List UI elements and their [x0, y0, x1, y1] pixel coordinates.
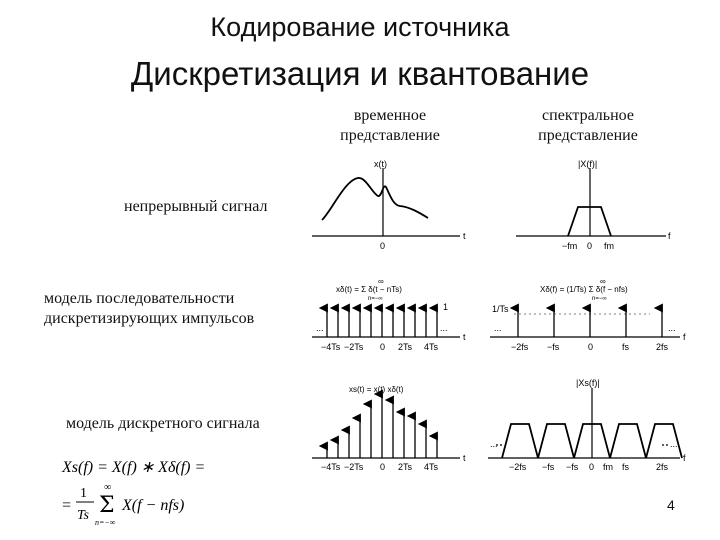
p6-ylabel: |Xs(f)| [576, 378, 600, 388]
p3-unit-label: 1 [443, 302, 449, 312]
p5-tick-2: 0 [380, 462, 386, 472]
p3-equation: xδ(t) = Σ δ(t − nTs) [336, 285, 402, 294]
p5-tick-4: 4Ts [424, 462, 439, 472]
formula-frac-den: Ts [77, 508, 89, 523]
p4-tick-3: fs [622, 342, 630, 352]
p2-xlabel: f [668, 231, 671, 241]
page-number: 4 [667, 497, 675, 513]
p3-xlabel: t [463, 332, 466, 342]
p6-tick-1: −fs [542, 462, 555, 472]
p6-tick-4: fm [603, 462, 613, 472]
p2-ylabel: |X(f)| [578, 159, 598, 169]
slide-title: Дискретизация и квантование [130, 55, 590, 92]
continuous-signal-curve [322, 178, 428, 220]
column-header-spectral-line2: представление [538, 127, 638, 144]
p4-sum-top: ∞ [600, 277, 606, 286]
spectral-replica [502, 424, 538, 458]
formula-line2-body: X(f − nfs) [122, 497, 185, 514]
p4-tick-1: −fs [547, 342, 560, 352]
formula-sum-symbol: Σ [99, 493, 115, 518]
p3-tick-1: −2Ts [344, 342, 364, 352]
p3-sum-bottom: n=−∞ [368, 296, 383, 302]
p2-tick-neg-fm: −fm [562, 241, 578, 251]
p1-xlabel: t [463, 231, 466, 241]
p5-tick-0: −4Ts [321, 462, 341, 472]
plot-pulses-time [312, 277, 466, 352]
formula-line1: Xs(f) = X(f) ∗ Xδ(f) = [62, 459, 206, 476]
formula-sum-bottom: n=−∞ [95, 518, 116, 527]
column-header-spectral-line1: спектральное [542, 107, 634, 124]
column-header-time-line1: временное [353, 107, 427, 124]
row-label-pulses-line1: модель последовательности [44, 290, 235, 307]
p4-dots-left: ... [494, 323, 502, 333]
plot-continuous-spectrum [516, 159, 671, 251]
p4-tick-4: 2fs [656, 342, 669, 352]
plot-discrete-time [312, 385, 466, 472]
p4-dots-right: ... [668, 323, 676, 333]
convolution-formula [61, 459, 205, 527]
p6-tick-3: 0 [589, 462, 595, 472]
p3-dots-right: ... [440, 323, 448, 333]
p5-xlabel: t [463, 453, 466, 463]
p4-level-label: 1/Ts [492, 304, 509, 314]
p3-tick-4: 4Ts [424, 342, 439, 352]
p2-tick-zero: 0 [587, 241, 593, 251]
p6-dots-left: ... [490, 439, 498, 449]
plot-discrete-spectrum [488, 378, 686, 472]
formula-sum-top: ∞ [104, 482, 112, 493]
p3-dots-left: ... [316, 323, 324, 333]
formula-frac-num: 1 [80, 486, 87, 501]
p5-tick-3: 2Ts [398, 462, 413, 472]
p4-xlabel: f [683, 332, 686, 342]
p6-tick-2: −fs [566, 462, 579, 472]
p6-dots-right: ... [670, 439, 678, 449]
column-header-time-line2: представление [340, 127, 440, 144]
p6-xlabel: f [683, 453, 686, 463]
p1-tick-zero: 0 [380, 241, 386, 251]
p6-tick-0: −2fs [509, 462, 527, 472]
presentation-heading: Кодирование источника [210, 12, 510, 42]
p3-tick-3: 2Ts [398, 342, 413, 352]
plot-pulses-spectrum [490, 277, 686, 352]
row-label-pulses-line2: дискретизирующих импульсов [44, 310, 255, 327]
row-label-discrete: модель дискретного сигнала [66, 415, 260, 432]
p3-sum-top: ∞ [378, 277, 384, 286]
p5-tick-1: −2Ts [344, 462, 364, 472]
p3-tick-2: 0 [380, 342, 386, 352]
formula-eq-sign: = [62, 497, 72, 514]
p4-tick-2: 0 [588, 342, 594, 352]
p3-tick-0: −4Ts [321, 342, 341, 352]
p1-ylabel: x(t) [374, 159, 387, 169]
spectral-replica [538, 424, 574, 458]
p2-tick-fm: fm [604, 241, 614, 251]
p4-equation: Xδ(f) = (1/Ts) Σ δ(f − nfs) [540, 285, 628, 294]
p6-tick-6: 2fs [656, 462, 669, 472]
p5-equation: xs(t) = x(t) xδ(t) [349, 385, 404, 394]
spectral-replica [610, 424, 646, 458]
p4-sum-bottom: n=−∞ [592, 296, 607, 302]
row-label-continuous: непрерывный сигнал [124, 198, 268, 215]
plot-continuous-time [312, 159, 466, 251]
p6-tick-5: fs [622, 462, 630, 472]
p4-tick-0: −2fs [511, 342, 529, 352]
